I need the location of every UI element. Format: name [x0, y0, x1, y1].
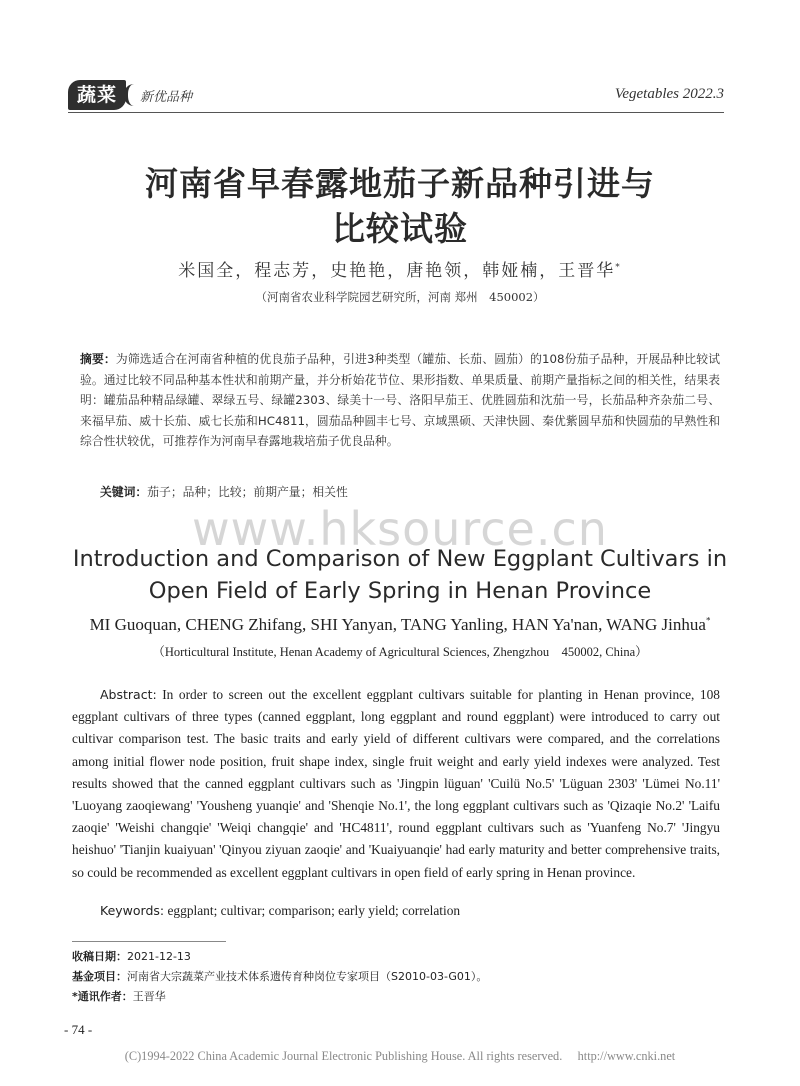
section-label: 新优品种 — [140, 90, 193, 105]
title-cn-line1: 河南省早春露地茄子新品种引进与 — [145, 164, 655, 203]
abstract-cn-text: 为筛选适合在河南省种植的优良茄子品种，引进3种类型（罐茄、长茄、圆茄）的108份茄子品种，开展品种比较试验。通过比较不同品种基本性状和前期产量，并分析始花节位、果形指数、单果质量、前期产量指标之间的相关性，结果表明：罐茄品种精品绿罐、翠绿五号、绿罐2303、绿美十一号、洛阳早茄王、优胜圆茄和沈茄一号，长茄品种齐杂茄二号、来福早茄、威十长茄、威七长茄和HC4811，圆茄品种圆丰七号、京域黑硕、天津快圆、秦优紫圆早茄和快圆茄的早熟性和综合性状较优，可推荐作为河南早春露地栽培茄子优良品种。 — [80, 352, 720, 448]
running-header — [68, 80, 724, 113]
abstract-en — [72, 684, 720, 884]
keywords-cn: 关键词：茄子；品种；比较；前期产量；相关性 — [100, 485, 348, 499]
authors-cn: 米国全，程志芳，史艳艳，唐艳领，韩娅楠，王晋华* — [178, 261, 622, 281]
journal-logo: 蔬菜 — [68, 80, 126, 110]
footnote-rule — [72, 941, 226, 942]
copyright-line: (C)1994-2022 China Academic Journal Electronic Publishing House. All rights reserved. http://www.cnki.net — [124, 1049, 676, 1063]
title-en-line1: Introduction and Comparison of New Eggplant Cultivars in — [72, 546, 728, 572]
title-en-line2: Open Field of Early Spring in Henan Province — [148, 578, 652, 604]
logo-swoosh-icon — [124, 84, 138, 106]
abstract-en-label: Abstract: — [100, 687, 157, 702]
footnote-corresponding: *通讯作者：王晋华 — [72, 990, 166, 1003]
affiliation-cn: （河南省农业科学院园艺研究所，河南 郑州 450002） — [255, 290, 545, 304]
abstract-cn-label: 摘要 — [80, 352, 104, 366]
watermark: www.hksource.cn — [192, 502, 608, 556]
footnote-received: 收稿日期：2021-12-13 — [72, 950, 191, 963]
footnote-fund: 基金项目：河南省大宗蔬菜产业技术体系遗传育种岗位专家项目（S2010-03-G01）。 — [72, 970, 488, 983]
abstract-cn: 摘要：为筛选适合在河南省种植的优良茄子品种，引进3种类型（罐茄、长茄、圆茄）的108份茄子品种，开展品种比较试验。通过比较不同品种基本性状和前期产量，并分析始花节位、果形指数、单果质量、前期产量指标之间的相关性，结果表明：罐茄品种精品绿罐、翠绿五号、绿罐2303、绿美十一号、洛阳早茄王、优胜圆茄和沈茄一号，长茄品种齐杂茄二号、来福早茄、威十长茄、威七长茄和HC4811，圆茄品种圆丰七号、京域黑硕、天津快圆、秦优紫圆早茄和快圆茄的早熟性和综合性状较优，可推荐作为河南早春露地栽培茄子优良品种。 — [80, 352, 720, 448]
keywords-en: Keywords: eggplant; cultivar; comparison; early yield; correlation — [100, 903, 461, 918]
affiliation-en: （Horticultural Institute, Henan Academy of Agricultural Sciences, Zhengzhou 450002, China） — [152, 645, 648, 659]
footnotes — [72, 947, 720, 1007]
authors-en: MI Guoquan, CHENG Zhifang, SHI Yanyan, TANG Yanling, HAN Ya'nan, WANG Jinhua* — [89, 615, 711, 634]
journal-issue: Vegetables 2022.3 — [614, 86, 724, 102]
title-cn-line2: 比较试验 — [332, 209, 468, 248]
abstract-en-text: In order to screen out the excellent eggplant cultivars suitable for planting in Henan province, 108 eggplant cultivars of three types (canned eggplant, long eggplant and round eggplant) were introduced to carry out cultivar comparison test. The basic traits and early yield of different cultivars were compared, and the correlations among initial flower node position, fruit shape index, single fruit weight and early yield indexes were analyzed. Test results showed that the canned eggplant cultivars such as 'Jingpin lüguan' 'Cuilü No.5' 'Lüguan 2303' 'Lümei No.11' 'Luoyang zaoqiewang' 'Yousheng yuanqie' and 'Shenqie No.1', the long eggplant cultivars such as 'Qizaqie No.2' 'Laifu zaoqie' 'Weishi changqie' 'Weiqi changqie' and 'HC4811', round eggplant cultivars such as 'Yuanfeng No.7' 'Jingyu heishuo' 'Tianjin kuaiyuan' 'Qinyou ziyuan zaoqie' and 'Kuaiyuanqie' had early maturity and better comprehensive traits, so could be recommended as excellent eggplant cultivars in open field of early spring in Henan province. — [72, 687, 720, 880]
page-number: - 74 - — [64, 1022, 93, 1037]
